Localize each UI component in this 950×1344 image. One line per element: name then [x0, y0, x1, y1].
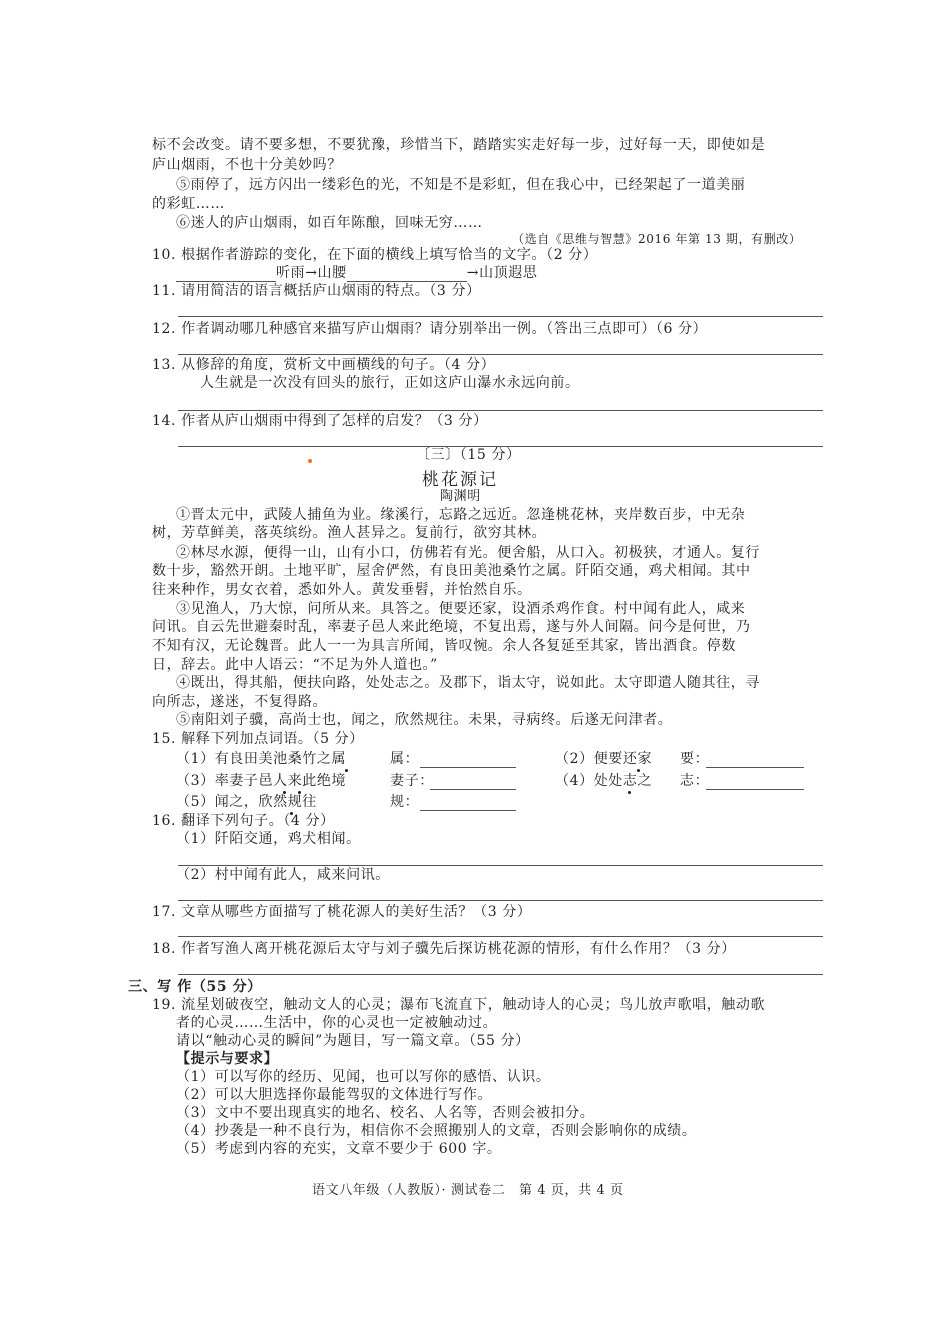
q15-item: （3）率妻子邑人来此绝境 [176, 773, 347, 789]
text-line: ①晋太元中，武陵人捕鱼为业。缘溪行，忘路之远近。忽逢桃花林，夹岸数百步，中无杂 [176, 507, 746, 523]
question-11: 11. 请用简洁的语言概括庐山烟雨的特点。（3 分） [152, 283, 481, 299]
text-line: 问讯。自云先世避秦时乱，率妻子邑人来此绝境，不复出焉，遂与外人间隔。问今是何世，乃 [152, 619, 751, 635]
emphasis-dot [345, 769, 348, 772]
text-line: ③见渔人，乃大惊，问所从来。具答之。便要还家，设酒杀鸡作食。村中闻有此人，咸来 [176, 601, 746, 617]
q19-prompt: 请以“触动心灵的瞬间”为题目，写一篇文章。（55 分） [176, 1033, 530, 1049]
q15-label: 规： [390, 794, 420, 810]
answer-line[interactable] [178, 900, 823, 901]
arrow: → [305, 265, 318, 281]
q16-sentence: （1）阡陌交通，鸡犬相闻。 [176, 831, 361, 847]
answer-blank[interactable] [706, 789, 804, 790]
answer-line[interactable] [178, 936, 823, 937]
requirement: （4）抄袭是一种不良行为，相信你不会照搬别人的文章，否则会影响你的成绩。 [176, 1123, 697, 1139]
answer-line[interactable] [178, 974, 823, 975]
q15-item: （4）处处志之 [555, 773, 653, 789]
question-12: 12. 作者调动哪几种感官来描写庐山烟雨？请分别举出一例。（答出三点即可）（6 分） [152, 321, 708, 337]
answer-line[interactable] [178, 354, 823, 355]
emphasis-dot [283, 791, 286, 794]
answer-blank[interactable] [430, 789, 516, 790]
text-line: ⑤南阳刘子骥，高尚士也，闻之，欣然规往。未果，寻病终。后遂无问津者。 [176, 712, 673, 728]
q13-sentence: 人生就是一次没有回头的旅行，正如这庐山瀑水永远向前。 [200, 375, 580, 391]
answer-blank[interactable] [420, 810, 516, 811]
q10-end: →山顶遐思 [466, 265, 538, 281]
question-17: 17. 文章从哪些方面描写了桃花源人的美好生活？（3 分） [152, 904, 532, 920]
passage-line: 庐山烟雨，不也十分美妙吗？ [152, 157, 342, 173]
q10-mid: 山腰 [317, 265, 347, 281]
text-line: ④既出，得其船，便扶向路，处处志之。及郡下，诣太守，说如此。太守即遣人随其往，寻 [176, 675, 760, 691]
answer-blank[interactable] [347, 267, 467, 282]
q19-prompt: 19. 流星划破夜空，触动文人的心灵；瀑布飞流直下，触动诗人的心灵；鸟儿放声歌唱，触动歌 [152, 997, 766, 1013]
passage-line: 标不会改变。请不要多想，不要犹豫，珍惜当下，踏踏实实走好每一步，过好每一天，即使如是 [152, 137, 766, 153]
q15-item: （2）便要还家 [555, 751, 653, 767]
question-14: 14. 作者从庐山烟雨中得到了怎样的启发？（3 分） [152, 413, 488, 429]
answer-line[interactable] [178, 316, 823, 317]
q15-label: 志： [680, 773, 710, 789]
text-line: ②林尽水源，便得一山，山有小口，仿佛若有光。便舍船，从口入。初极狭，才通人。复行 [176, 545, 760, 561]
stray-mark [308, 459, 312, 463]
answer-blank[interactable] [420, 767, 516, 768]
passage-source: （选自《思维与智慧》2016 年第 13 期，有删改） [512, 232, 802, 246]
q19-prompt: 者的心灵……生活中，你的心灵也一定被触动过。 [176, 1015, 498, 1031]
question-16: 16. 翻译下列句子。（4 分） [152, 813, 335, 829]
q10-start: 听雨 [276, 265, 306, 281]
text-line: 向所志，遂迷，不复得路。 [152, 694, 328, 710]
text-line: 不知有汉，无论魏晋。此人一一为具言所闻，皆叹惋。余人各复延至其家，皆出酒食。停数 [152, 638, 736, 654]
answer-blank[interactable] [706, 767, 804, 768]
poem-title: 桃花源记 [422, 470, 498, 490]
text-line: 树，芳草鲜美，落英缤纷。渔人甚异之。复前行，欲穷其林。 [152, 525, 547, 541]
q15-item: （5）闻之，欣然规往 [176, 794, 317, 810]
text-line: 日，辞去。此中人语云：“不足为外人道也。” [152, 657, 438, 673]
emphasis-dot [298, 791, 301, 794]
question-10: 10. 根据作者游踪的变化，在下面的横线上填写恰当的文字。（2 分） [152, 247, 598, 263]
requirement: （3）文中不要出现真实的地名、校名、人名等，否则会被扣分。 [176, 1105, 595, 1121]
q15-label: 属： [390, 751, 420, 767]
text-line: 往来种作，男女衣着，悉如外人。黄发垂髫，并怡然自乐。 [152, 582, 532, 598]
section-header: 三、写 作（55 分） [128, 979, 262, 995]
tips-heading: 【提示与要求】 [176, 1051, 279, 1067]
text-line: 数十步，豁然开朗。土地平旷，屋舍俨然，有良田美池桑竹之属。阡陌交通，鸡犬相闻。其中 [152, 563, 751, 579]
requirement: （2）可以大胆选择你最能驾驭的文体进行写作。 [176, 1087, 493, 1103]
author: 陶渊明 [440, 489, 481, 504]
q15-item: （1）有良田美池桑竹之属 [176, 751, 347, 767]
q15-label: 妻子： [390, 773, 434, 789]
emphasis-dot [628, 791, 631, 794]
emphasis-dot [637, 769, 640, 772]
passage-line: ⑤雨停了，远方闪出一缕彩色的光，不知是不是彩虹，但在我心中，已经架起了一道美丽 [176, 177, 746, 193]
question-18: 18. 作者写渔人离开桃花源后太守与刘子骥先后探访桃花源的情形，有什么作用？（3 分） [152, 941, 736, 957]
part3-header: 〔三〕（15 分） [416, 447, 521, 463]
page-footer: 语文八年级（人教版）· 测试卷二 第 4 页，共 4 页 [312, 1183, 624, 1198]
answer-blank[interactable] [176, 267, 276, 282]
q10-path [176, 264, 537, 282]
passage-line: 的彩虹…… [152, 196, 225, 212]
answer-line[interactable] [178, 410, 823, 411]
passage-line: ⑥迷人的庐山烟雨，如百年陈酿，回味无穷…… [176, 215, 483, 231]
q15-label: 要： [680, 751, 710, 767]
requirement: （1）可以写你的经历、见闻，也可以写你的感悟、认识。 [176, 1069, 551, 1085]
question-13: 13. 从修辞的角度，赏析文中画横线的句子。（4 分） [152, 357, 496, 373]
question-15: 15. 解释下列加点词语。（5 分） [152, 731, 364, 747]
q16-sentence: （2）村中闻有此人，咸来问讯。 [176, 867, 390, 883]
requirement: （5）考虑到内容的充实，文章不要少于 600 字。 [176, 1141, 502, 1157]
